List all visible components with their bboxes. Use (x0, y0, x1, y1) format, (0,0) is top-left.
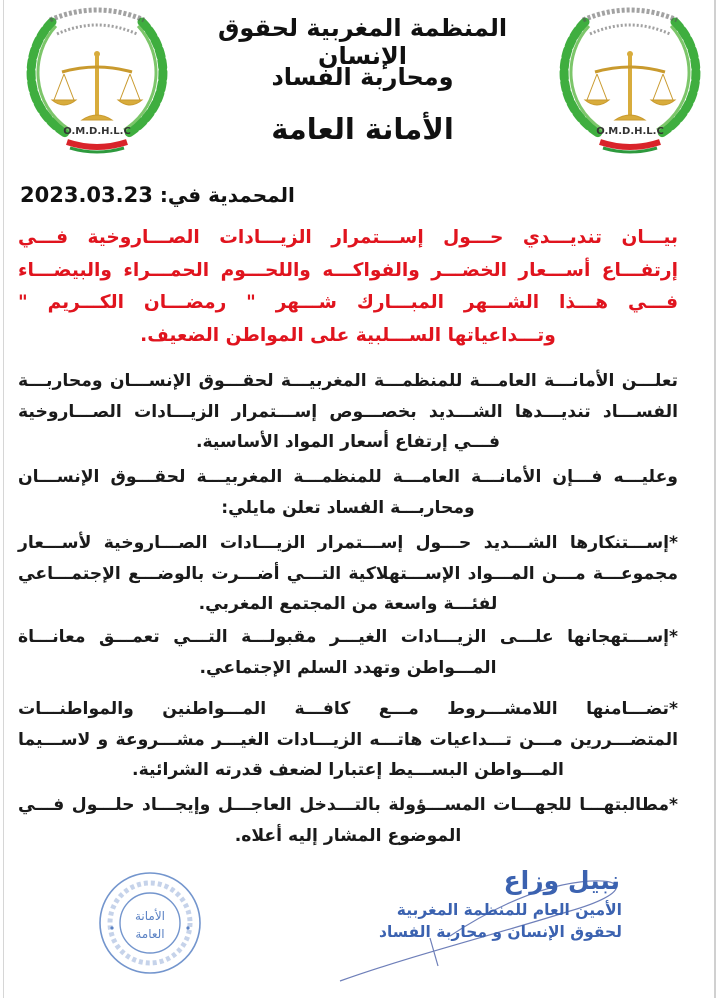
bullet-item: *إســـتهجانها علـــى الزيـــادات الغيـــر مقبولـــة التـــي تعمـــق معانـــاة المـــواطن وتهدد السلم الإجتماعي. (18, 627, 678, 678)
logo-emblem-icon (12, 2, 182, 154)
organization-logo-left (12, 2, 182, 154)
official-stamp (95, 868, 205, 978)
dateline-date: 2023.03.23 (20, 183, 153, 207)
bullet-item: *تضـــامنها اللامشـــروط مـــع كافـــة المـــواطنين والمواطنـــات المتضـــررين مـــن تـــداعيات هاتـــه الزيـــادات الغيـــر مشـــروعة و لاســـيما المـــواطن البســـيط إعتبارا لضعف قدرته الشرائية. (18, 699, 678, 780)
signature-block (330, 866, 650, 986)
signatory-name: نبيل وزاع (503, 866, 620, 895)
department-title: الأمانة العامة (271, 112, 454, 146)
bullet-item: *إســـتنكارها الشـــديد حـــول إســـتمرار الزيـــادات الصـــاروخية لأســـعار مجموعـــة مـــن المـــواد الإســـتهلاكية التـــي أضـــرت بالوضـــع الإجتمـــاعي لفئـــة واسعة من المجتمع المغربي. (18, 533, 678, 614)
stamp-seal-icon (95, 868, 205, 978)
signatory-title-line1: الأمين العام للمنظمة المغربية (396, 901, 622, 919)
paragraph-announcement: تعلـــن الأمانـــة العامـــة للمنظمـــة المغربيـــة لحقـــوق الإنســـان ومحاربـــة الفســـاد تنديـــدها الشـــديد بخصـــوص إســـتمرار الزيـــادات الصـــاروخية فـــي إرتفاع أسعار المواد الأساسية. (18, 371, 678, 452)
logo-abbreviation: O.M.D.H.L.C (63, 126, 131, 137)
logo-abbreviation: O.M.D.H.L.C (596, 126, 664, 137)
organization-name-line1: المنظمة المغربية لحقوق الإنسان (217, 14, 508, 70)
statement-title: بيـــان تنديـــدي حـــول إســـتمرار الزيـــادات الصـــاروخية فـــي إرتفـــاع أســـعار الخضـــر والفواكـــه واللحـــوم الحمـــراء والبيضـــاء فـــي هـــذا الشـــهر المبـــارك شـــهر " رمضـــان الكـــريم " وتـــداعياتها الســـلبية على المواطن الضعيف. (18, 227, 678, 346)
dateline-place: المحمدية في: (159, 183, 295, 207)
organization-name-line2: ومحاربة الفساد (271, 63, 454, 91)
stamp-center-line1: الأمانة (134, 909, 166, 923)
logo-emblem-icon (545, 2, 715, 154)
organization-logo-right (545, 2, 715, 154)
dateline (20, 183, 295, 207)
signatory-title-line2: لحقوق الإنسان و محاربة الفساد (378, 923, 622, 941)
page-edge-left (3, 0, 4, 998)
paragraph-declaration: وعليـــه فـــإن الأمانـــة العامـــة للمنظمـــة المغربيـــة لحقـــوق الإنســـان ومحاربـــة الفساد تعلن مايلي: (18, 467, 678, 518)
bullet-item: *مطالبتهـــا للجهـــات المســـؤولة بالتـــدخل العاجـــل وإيجـــاد حلـــول فـــي الموضوع المشار إليه أعلاه. (18, 795, 678, 846)
stamp-center-line2: العامة (135, 927, 165, 941)
